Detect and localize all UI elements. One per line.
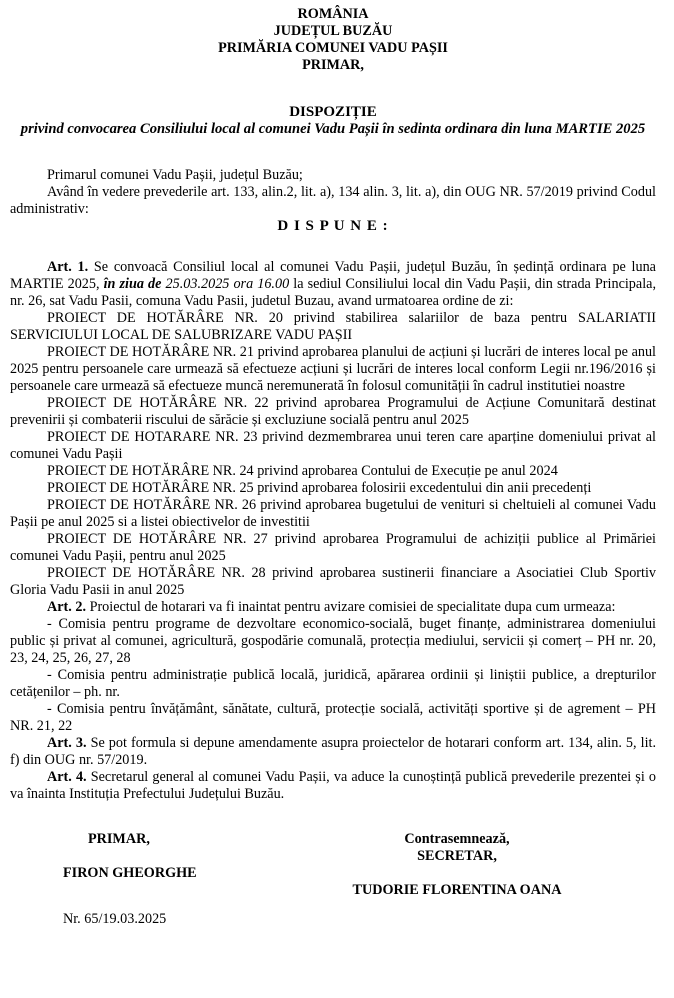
dispune-heading: D I S P U N E :: [277, 218, 389, 234]
letterhead: [10, 6, 656, 74]
article-3-label: Art. 3.: [47, 735, 87, 751]
secretary-title: SECRETAR,: [417, 848, 497, 864]
letterhead-institution: PRIMĂRIA COMUNEI VADU PAȘII: [218, 40, 448, 56]
article-4-label: Art. 4.: [47, 769, 87, 785]
article-2-label: Art. 2.: [47, 599, 87, 615]
committee-3: - Comisia pentru învățământ, sănătate, cultură, protecție socială, activități sportive și de agrement – PH NR. 21, 22: [10, 701, 656, 734]
document-number: Nr. 65/19.03.2025: [63, 911, 167, 927]
agenda-item-28: PROIECT DE HOTĂRÂRE NR. 28 privind aprobarea sustinerii financiare a Asociatiei Club Sportiv Gloria Vadu Pasii in anul 2025: [10, 565, 656, 598]
agenda-item-27: PROIECT DE HOTĂRÂRE NR. 27 privind aprobarea Programului de achiziții publice al Primăriei comunei Vadu Pașii, pentru anul 2025: [10, 531, 656, 564]
preamble-line-2: Având în vedere prevederile art. 133, alin.2, lit. a), 134 alin. 3, lit. a), din OUG NR. 57/2019 privind Codul administrativ:: [10, 184, 656, 217]
agenda-item-20: PROIECT DE HOTĂRÂRE NR. 20 privind stabilirea salariilor de baza pentru SALARIATII SERVICIULUI LOCAL DE SALUBRIZARE VADU PAȘII: [10, 310, 656, 343]
letterhead-country: ROMÂNIA: [297, 6, 369, 22]
agenda-item-22: PROIECT DE HOTĂRÂRE NR. 22 privind aprobarea Programului de Acțiune Comunitară destinat prevenirii și combaterii riscului de sărăcie și excluziune socială pentru anul 2025: [10, 395, 656, 428]
mayor-title: PRIMAR,: [88, 831, 150, 847]
preamble-line-1: Primarul comunei Vadu Pașii, județul Buzău;: [47, 167, 303, 183]
spacer: [340, 865, 574, 882]
countersign-label: Contrasemnează,: [404, 831, 510, 847]
article-1: Art. 1. Se convoacă Consiliul local al comunei Vadu Pașii, județul Buzău, în ședință ordinara pe luna MARTIE 2025, în ziua de 25.03.2025 ora 16.00 la sediul Consiliului local din Vadu Pașii, din strada Principala, nr. 26, sat Vadu Pasii, comuna Vadu Pasii, judetul Buzau, avand urmatoarea ordine de zi:: [10, 259, 656, 309]
agenda-item-21: PROIECT DE HOTĂRÂRE NR. 21 privind aprobarea planului de acțiuni și lucrări de interes local pe anul 2025 pentru persoanele care urmează să efectueze acțiuni și lucrări de interes local conform Legii nr.196/2016 și persoanele care urmează să efectueze muncă neremunerată în folosul comunității în cadrul institutiei noastre: [10, 344, 656, 394]
committee-1: - Comisia pentru programe de dezvoltare economico-socială, buget finanțe, administrarea domeniului public și privat al comunei, agricultură, gospodărie comunală, protecția mediului, servicii și comerț – PH nr. 20, 23, 24, 25, 26, 27, 28: [10, 616, 656, 666]
committee-2: - Comisia pentru administrație publică locală, juridică, apărarea ordinii și liniștii publice, a drepturilor cetățenilor – ph. nr.: [10, 667, 656, 700]
signature-block: [10, 831, 656, 899]
document-title: DISPOZIȚIE: [289, 104, 377, 120]
letterhead-county: JUDEȚUL BUZĂU: [273, 23, 393, 39]
document-subtitle: privind convocarea Consiliului local al comunei Vadu Pașii în sedinta ordinara din luna MARTIE 2025: [20, 121, 646, 137]
article-1-label: Art. 1.: [47, 259, 89, 275]
article-3: Art. 3. Se pot formula si depune amendamente asupra proiectelor de hotarari conform art. 134, alin. 5, lit. f) din OUG nr. 57/2019.: [10, 735, 656, 768]
article-2: Art. 2. Proiectul de hotarari va fi inaintat pentru avizare comisiei de specialitate dupa cum urmeaza:: [47, 599, 616, 615]
letterhead-issuer: PRIMAR,: [302, 57, 364, 73]
agenda-item-24: PROIECT DE HOTĂRÂRE NR. 24 privind aprobarea Contului de Execuție pe anul 2024: [47, 463, 558, 479]
agenda-item-23: PROIECT DE HOTARARE NR. 23 privind dezmembrarea unui teren care aparține domeniului privat al comunei Vadu Pașii: [10, 429, 656, 462]
countersign-block: [340, 831, 574, 899]
mayor-name: FIRON GHEORGHE: [63, 865, 197, 881]
secretary-name: TUDORIE FLORENTINA OANA: [352, 882, 562, 898]
agenda-item-25: PROIECT DE HOTĂRÂRE NR. 25 privind aprobarea folosirii excedentului din anii precedenți: [47, 480, 592, 496]
agenda-item-26: PROIECT DE HOTĂRÂRE NR. 26 privind aprobarea bugetului de venituri si cheltuieli al comunei Vadu Pașii pe anul 2025 si a listei obiectivelor de investitii: [10, 497, 656, 530]
article-4: Art. 4. Secretarul general al comunei Vadu Pașii, va aduce la cunoștință publică prevederile prezentei și o va înainta Instituția Prefectului Județului Buzău.: [10, 769, 656, 802]
